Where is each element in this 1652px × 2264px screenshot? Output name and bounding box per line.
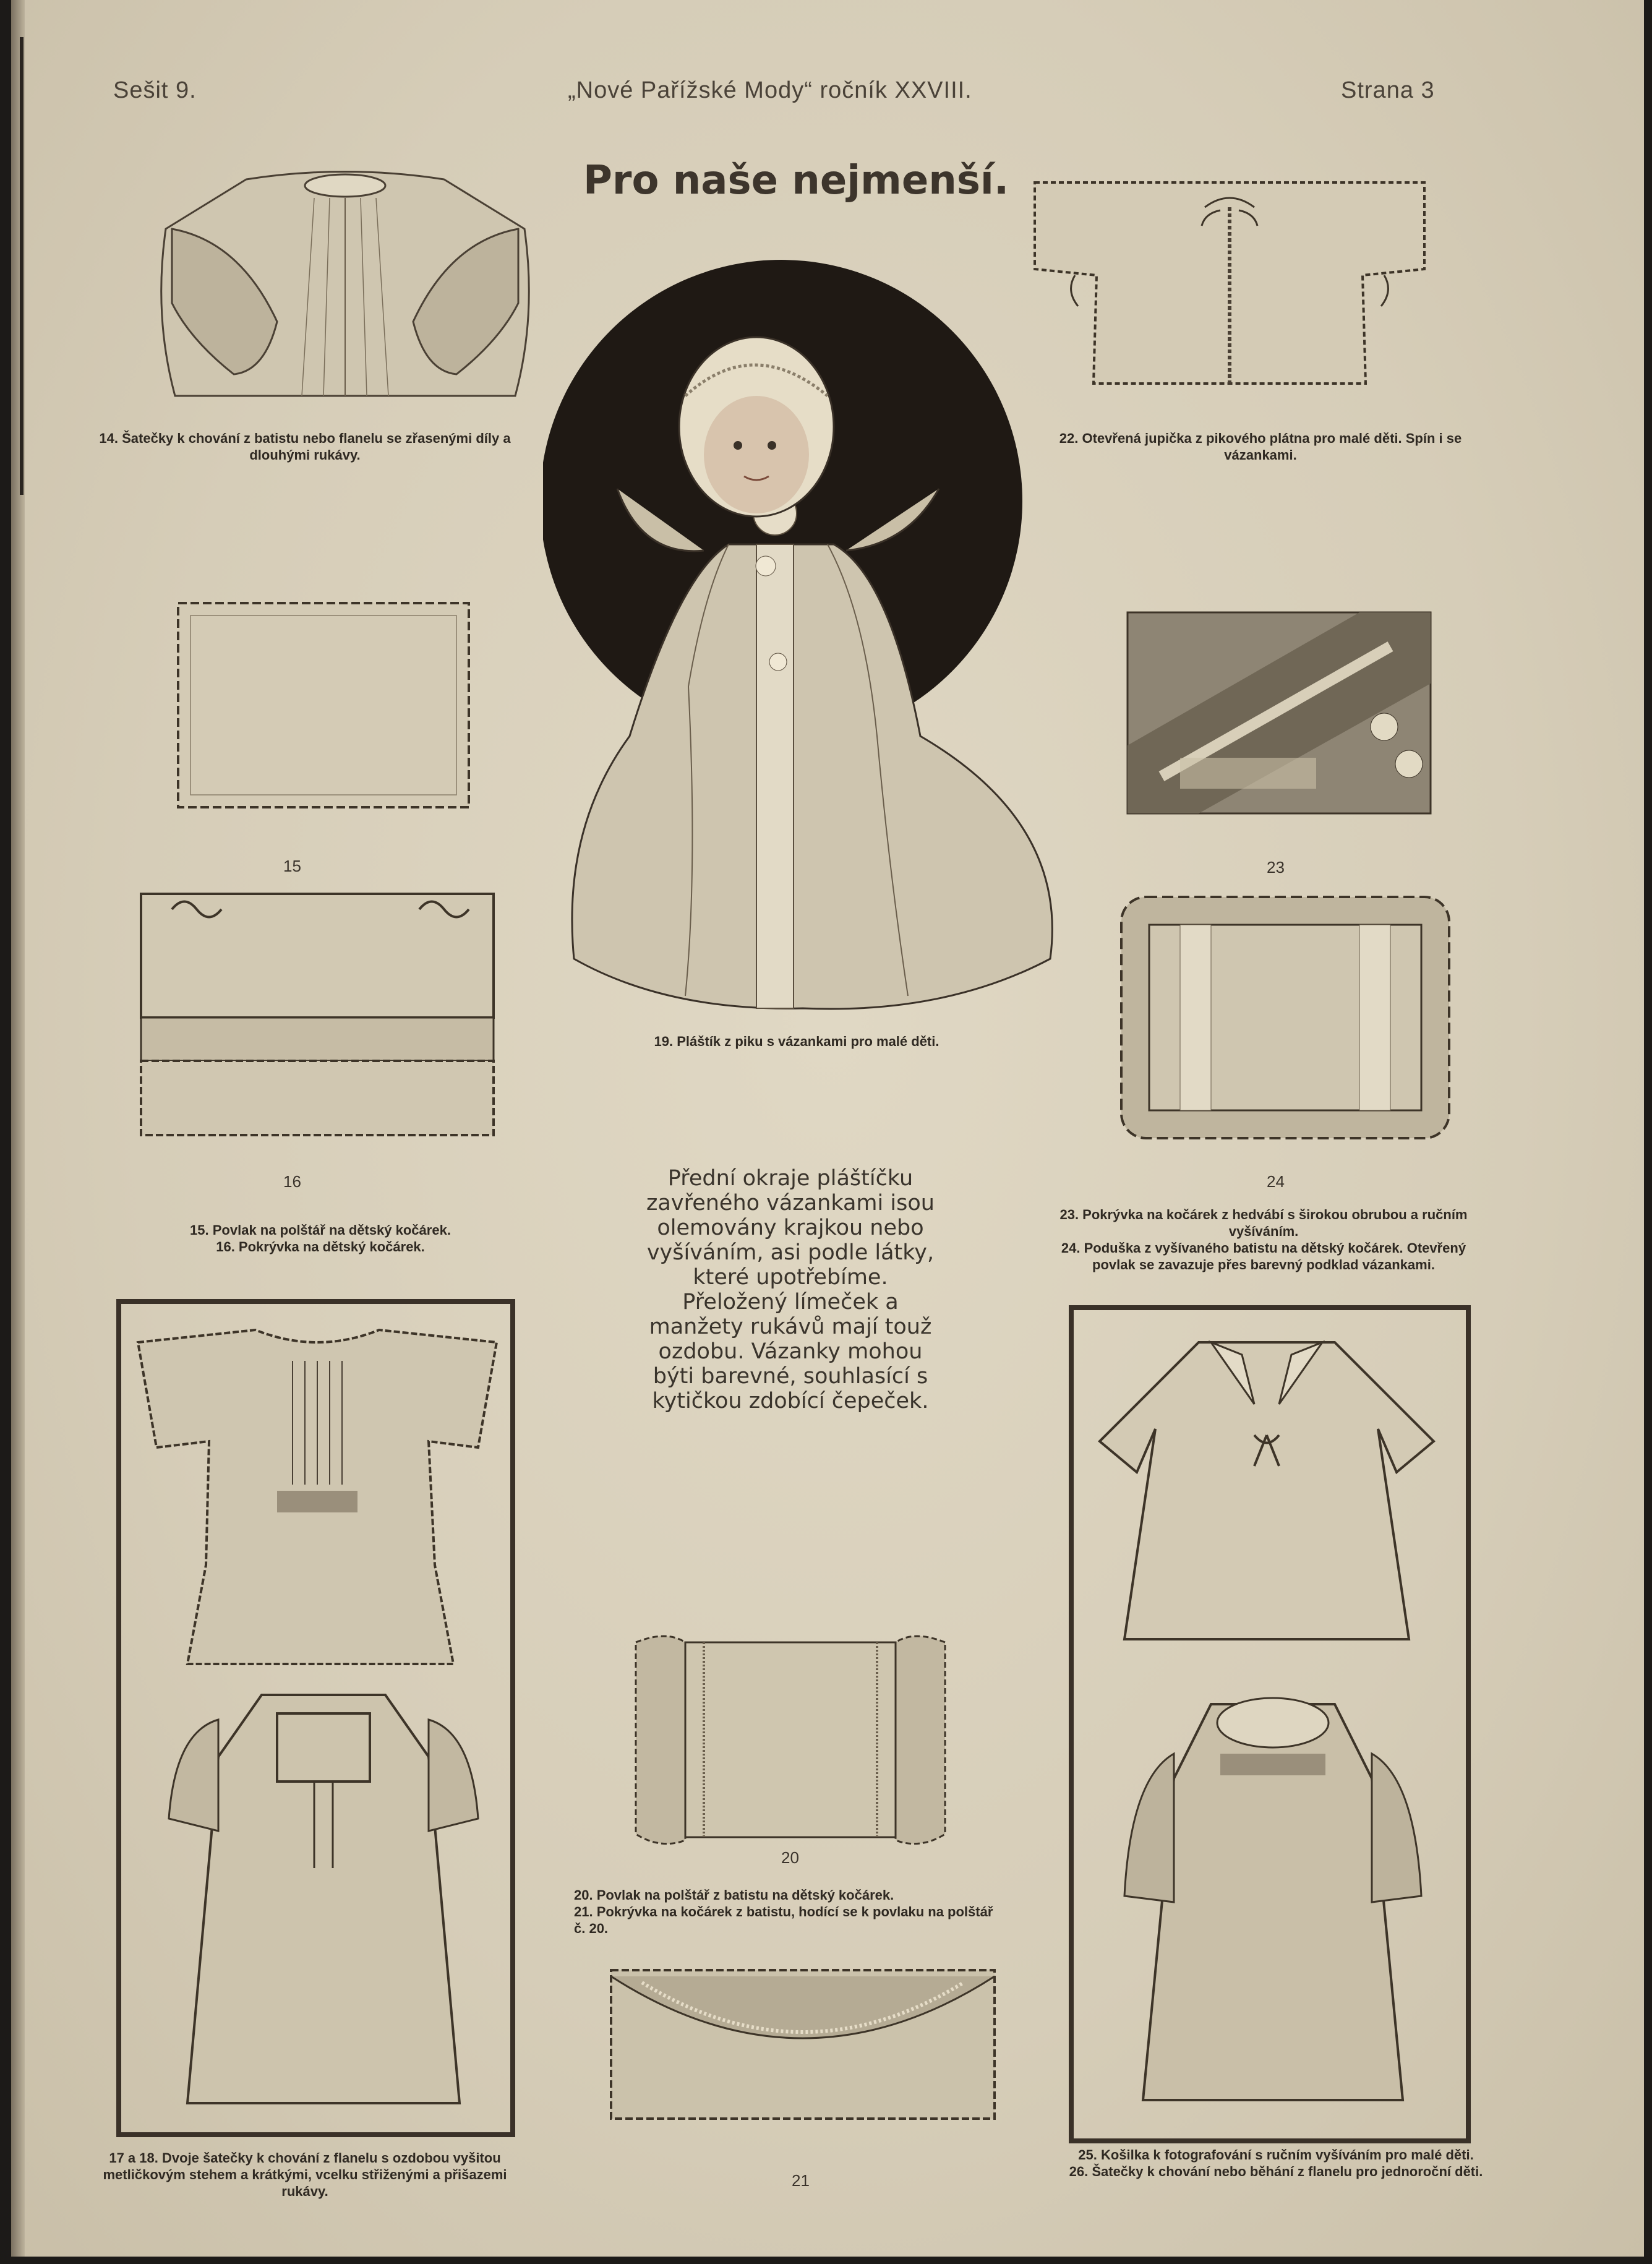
caption-26: 26. Šatečky k chování nebo běhání z flanelu pro jednoroční děti.	[1069, 2164, 1483, 2179]
figure-number-23: 23	[1267, 858, 1285, 877]
gown-18-illustration	[156, 1683, 490, 2109]
figure-number-21: 21	[792, 2171, 810, 2190]
figure-number-15: 15	[283, 857, 301, 875]
caption-23: 23. Pokrývka na kočárek z hedvábí s širokou obrubou a ručním vyšíváním.	[1059, 1207, 1468, 1239]
jacket-22-illustration	[1022, 170, 1437, 393]
carriage-cover-21-illustration	[605, 1958, 1001, 2125]
spine-mark	[20, 37, 24, 495]
caption-22: 22. Otevřená jupička z pikového plátna pro malé děti. Spín i se vázankami.	[1059, 431, 1462, 463]
baby-coat-19-illustration	[543, 254, 1069, 1014]
silk-blanket-23-illustration	[1124, 609, 1434, 817]
pillow-cover-20-illustration	[630, 1630, 951, 1850]
body-text: Přední okraje pláštíčku zavřeného vázankami isou olemovány krajkou nebo vyšíváním, asi podle látky, které upotřebíme. Přeložený límeček a manžety rukávů mají touž ozdobu. Vázanky mohou býti barevné, souhlasící s kytičkou zdobící čepeček.	[646, 1166, 935, 1413]
pillow-24-illustration	[1112, 888, 1458, 1147]
page-title: Pro naše nejmenší.	[583, 158, 1009, 204]
figure-number-20: 20	[781, 1848, 799, 1867]
caption-24: 24. Poduška z vyšívaného batistu na dětský kočárek. Otevřený povlak se zavazuje přes barevný podklad vázankami.	[1061, 1240, 1466, 1272]
carriage-blanket-16-illustration	[135, 888, 500, 1141]
caption-16: 16. Pokrývka na dětský kočárek.	[216, 1239, 425, 1254]
caption-21: 21. Pokrývka na kočárek z batistu, hodící se k povlaku na polštář č. 20.	[574, 1904, 993, 1936]
figure-number-16: 16	[283, 1172, 301, 1191]
caption-20: 20. Povlak na polštář z batistu na dětský kočárek.	[574, 1887, 894, 1903]
header-issue: Sešit 9.	[113, 77, 197, 103]
gown-14-illustration	[153, 161, 537, 402]
caption-15-16	[135, 1222, 500, 1255]
caption-25-26	[1066, 2146, 1486, 2180]
caption-20-21	[574, 1887, 995, 1937]
caption-25: 25. Košilka k fotografování s ručním vyšíváním pro malé děti.	[1078, 2147, 1474, 2163]
gown-26-illustration	[1112, 1686, 1434, 2106]
caption-15: 15. Povlak na polštář na dětský kočárek.	[190, 1222, 451, 1238]
header-magazine: „Nové Pařížské Mody“ ročník XXVIII.	[568, 77, 972, 103]
pillow-cover-15-illustration	[169, 594, 478, 817]
caption-14: 14. Šatečky k chování z batistu nebo flanelu se zřasenými díly a dlouhými rukávy.	[99, 431, 511, 463]
caption-19: 19. Pláštík z piku s vázankami pro malé děti.	[654, 1034, 939, 1049]
caption-17-18: 17 a 18. Dvoje šatečky k chování z flanelu s ozdobou vyšitou metličkovým stehem a krátkými, vcelku střiženými a přišazemi rukávy.	[103, 2150, 507, 2199]
gown-17-illustration	[132, 1318, 503, 1670]
figure-number-24: 24	[1267, 1172, 1285, 1191]
magazine-page	[11, 0, 1644, 2257]
caption-23-24	[1053, 1206, 1474, 1273]
shirt-25-illustration	[1087, 1330, 1446, 1645]
header-page-number: Strana 3	[1341, 77, 1435, 103]
